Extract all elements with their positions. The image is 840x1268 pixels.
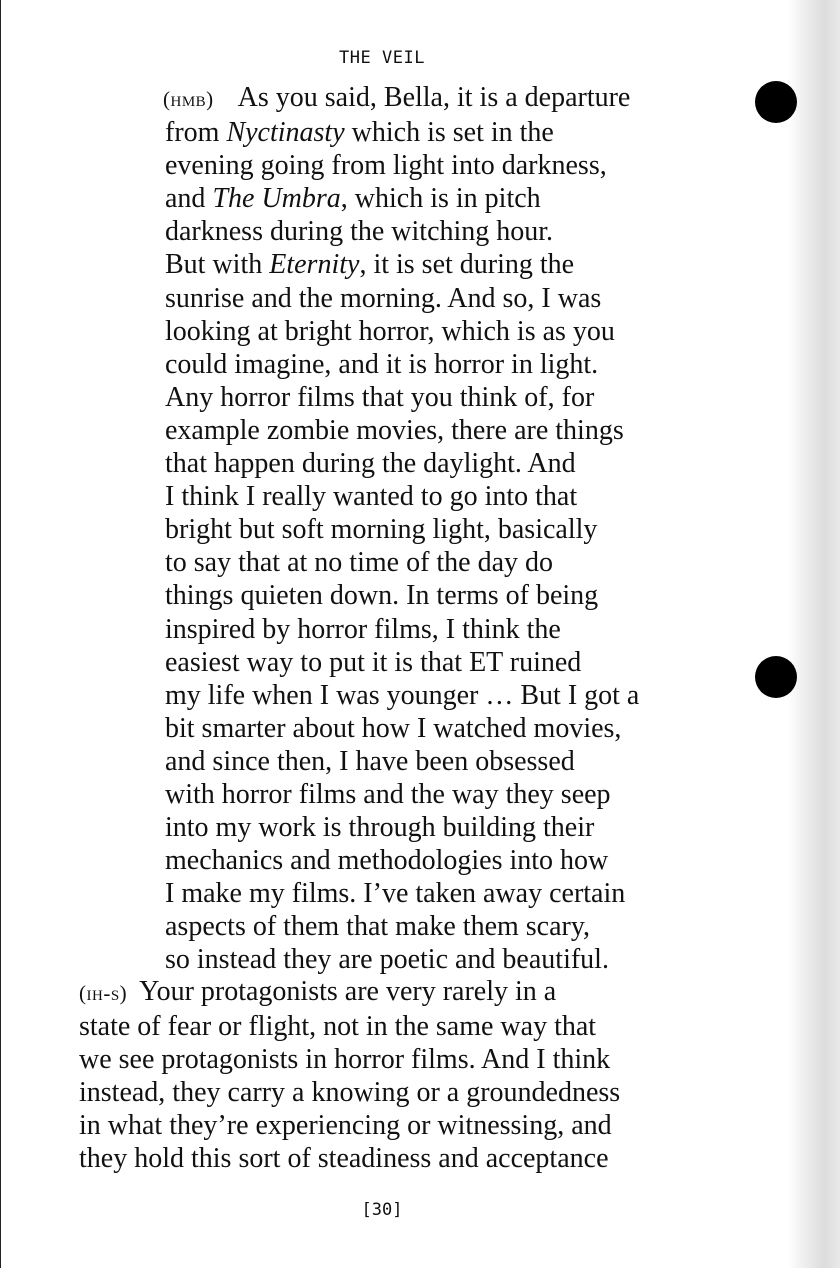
- page-edge-shadow: [788, 0, 840, 1268]
- text-line: from Nyctinasty which is set in the: [165, 117, 554, 149]
- speaker-label: (ih-s): [79, 981, 128, 1005]
- text-line: example zombie movies, there are things: [165, 414, 624, 446]
- text-line: inspired by horror films, I think the: [165, 613, 561, 645]
- running-head: THE VEIL: [339, 48, 425, 68]
- text-line: things quieten down. In terms of being: [165, 580, 599, 612]
- text-line: easiest way to put it is that ET ruined: [165, 646, 582, 678]
- text-line: and The Umbra, which is in pitch: [165, 183, 541, 215]
- text-line: that happen during the daylight. And: [165, 448, 576, 480]
- text-line: instead, they carry a knowing or a groundedness: [79, 1077, 621, 1109]
- text-line: bit smarter about how I watched movies,: [165, 712, 622, 744]
- text-line: in what they’re experiencing or witnessing, and: [79, 1110, 612, 1142]
- text-line: (hmb) As you said, Bella, it is a departure: [163, 82, 631, 113]
- text-line: into my work is through building their: [165, 812, 595, 844]
- title-italic: The Umbra: [212, 183, 341, 215]
- text-line: But with Eternity, it is set during the: [165, 249, 575, 281]
- text-line: sunrise and the morning. And so, I was: [165, 282, 602, 314]
- text-line: state of fear or flight, not in the same way that: [79, 1011, 597, 1043]
- text-line: I think I really wanted to go into that: [165, 481, 578, 513]
- text-line: bright but soft morning light, basically: [165, 514, 598, 546]
- text-line: to say that at no time of the day do: [165, 547, 554, 579]
- text-line: looking at bright horror, which is as you: [165, 315, 615, 347]
- interview-question: [79, 975, 739, 1176]
- text-line: we see protagonists in horror films. And I think: [79, 1044, 611, 1076]
- page-marker-dot-bottom: [755, 656, 797, 698]
- text-line: darkness during the witching hour.: [165, 216, 554, 248]
- page-marker-dot-top: [755, 81, 797, 123]
- text-line: aspects of them that make them scary,: [165, 911, 591, 943]
- speaker-label: (hmb): [163, 87, 214, 111]
- text-line: so instead they are poetic and beautiful.: [165, 944, 609, 976]
- text-line: (ih-s) Your protagonists are very rarely in a: [79, 976, 557, 1007]
- text-line: with horror films and the way they seep: [165, 778, 611, 810]
- text-line: and since then, I have been obsessed: [165, 745, 575, 777]
- title-italic: Eternity: [269, 249, 360, 281]
- title-italic: Nyctinasty: [226, 117, 345, 149]
- text-line: could imagine, and it is horror in light.: [165, 348, 599, 380]
- interview-answer: [165, 81, 725, 977]
- text-line: evening going from light into darkness,: [165, 150, 607, 182]
- text-line: my life when I was younger … But I got a: [165, 679, 640, 711]
- text-line: mechanics and methodologies into how: [165, 845, 609, 877]
- text-line: Any horror films that you think of, for: [165, 381, 595, 413]
- text-line: they hold this sort of steadiness and acceptance: [79, 1143, 609, 1175]
- page-number: [30]: [361, 1200, 403, 1220]
- text-line: I make my films. I’ve taken away certain: [165, 878, 626, 910]
